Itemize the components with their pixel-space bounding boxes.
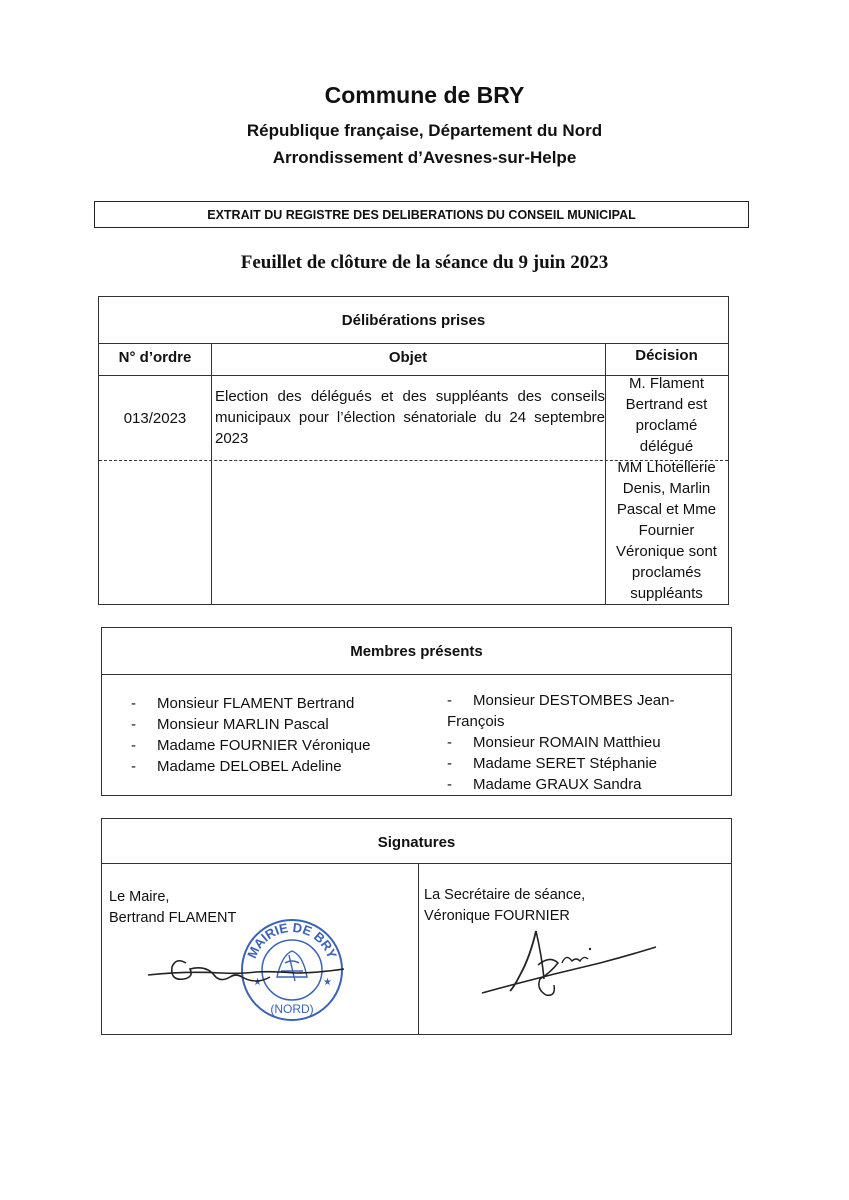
- decision-line: MM Lhotellerie: [617, 459, 716, 476]
- membre-item: - Madame FOURNIER Véronique: [131, 737, 371, 754]
- membre-item: - Madame DELOBEL Adeline: [131, 758, 342, 775]
- stamp-bottom-text: (NORD): [270, 1002, 314, 1016]
- maire-role: Le Maire,: [109, 889, 170, 905]
- decision-line: Pascal et Mme: [616, 501, 717, 518]
- signatures-table: [101, 818, 732, 1035]
- secretaire-signature: [480, 927, 660, 1007]
- deliberations-table: [98, 296, 729, 605]
- membre-item: - Monsieur DESTOMBES Jean-François: [447, 692, 675, 730]
- decision-line: suppléants: [630, 585, 703, 602]
- maire-block: [109, 887, 236, 929]
- secretaire-name: Véronique FOURNIER: [424, 908, 570, 924]
- membre-item: - Monsieur FLAMENT Bertrand: [131, 695, 355, 712]
- column-header-numero: N° d’ordre: [118, 349, 192, 366]
- decision-line: proclamé: [635, 417, 698, 434]
- stamp-star-icon: ★: [323, 977, 332, 988]
- decision-line: proclamés: [631, 564, 702, 581]
- row-decision-suppleants: [605, 457, 728, 604]
- stamp-star-icon: ★: [253, 977, 262, 988]
- membre-item: - Madame SERET Stéphanie: [447, 755, 657, 772]
- republique-subtitle: République française, Département du Nord: [246, 121, 603, 140]
- membres-left-list: [131, 693, 370, 777]
- column-header-decision: Décision: [635, 347, 698, 364]
- maire-name: Bertrand FLAMENT: [109, 910, 237, 926]
- secretaire-block: [424, 885, 585, 927]
- row-decision-delegue: [605, 373, 728, 457]
- objet-line: Election des délégués et des suppléants des conseils: [215, 388, 605, 405]
- membres-table: [101, 627, 732, 796]
- signatures-title: Signatures: [377, 834, 456, 851]
- decision-line: M. Flament: [628, 375, 704, 392]
- maire-signature: [146, 947, 346, 997]
- stamp-top-text: MAIRIE DE BRY: [244, 919, 340, 961]
- arrondissement-subtitle: Arrondissement d’Avesnes-sur-Helpe: [272, 148, 577, 167]
- objet-line: 2023: [215, 430, 249, 447]
- row-numero: 013/2023: [123, 410, 187, 427]
- decision-line: Denis, Marlin: [622, 480, 711, 497]
- column-header-objet: Objet: [388, 349, 428, 366]
- secretaire-role: La Secrétaire de séance,: [424, 887, 586, 903]
- objet-line: municipaux pour l’élection sénatoriale du 24 septembre: [215, 409, 605, 426]
- decision-line: Bertrand est: [625, 396, 708, 413]
- decision-line: Véronique sont: [616, 543, 717, 560]
- feuillet-title: Feuillet de clôture de la séance du 9 juin 2023: [240, 252, 609, 273]
- membres-title: Membres présents: [350, 643, 483, 660]
- membre-item: - Madame GRAUX Sandra: [447, 776, 642, 793]
- membre-item: - Monsieur MARLIN Pascal: [131, 716, 329, 733]
- commune-title: Commune de BRY: [324, 82, 525, 108]
- decision-line: délégué: [639, 438, 694, 455]
- decision-line: Fournier: [638, 522, 695, 539]
- deliberations-title: Délibérations prises: [341, 312, 486, 329]
- membres-right-list: [447, 690, 731, 795]
- registre-banner: EXTRAIT DU REGISTRE DES DELIBERATIONS DU CONSEIL MUNICIPAL: [94, 201, 749, 228]
- row-objet: [215, 386, 605, 449]
- membre-item: - Monsieur ROMAIN Matthieu: [447, 734, 661, 751]
